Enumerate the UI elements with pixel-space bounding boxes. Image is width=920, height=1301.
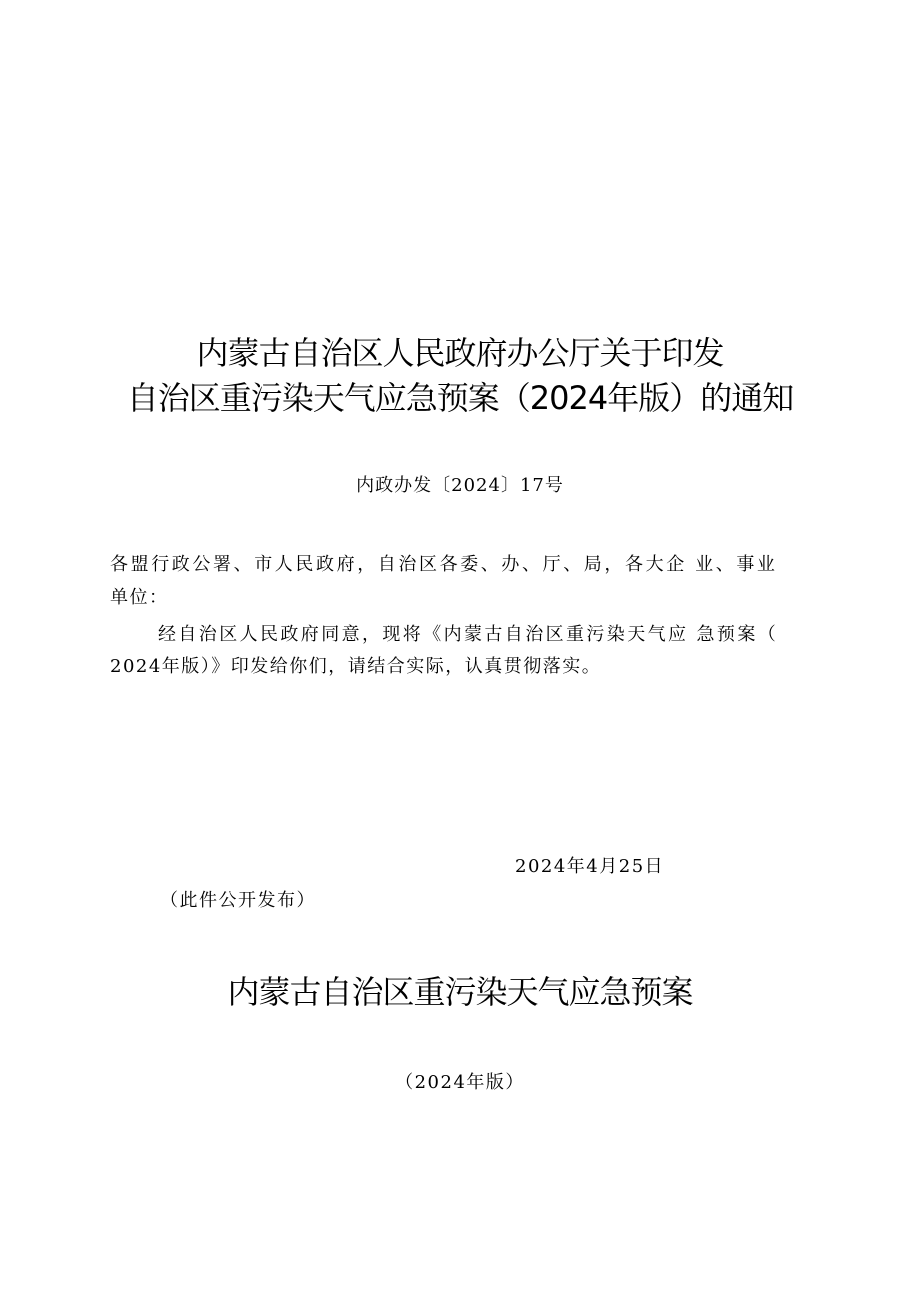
notice-title-line-1: 内蒙古自治区人民政府办公厅关于印发 <box>196 334 724 372</box>
addressee-line-1: 各盟行政公署、市人民政府，自治区各委、办、厅、局，各大企 业、事业 <box>110 554 778 575</box>
document-number: 内政办发〔2024〕17号 <box>356 475 564 496</box>
issue-date: 2024年4月25日 <box>515 856 665 877</box>
plan-title: 内蒙古自治区重污染天气应急预案 <box>227 973 693 1011</box>
body-paragraph-line-2: 2024年版）》印发给你们，请结合实际，认真贯彻落实。 <box>110 656 602 677</box>
addressee-line-2: 单位： <box>110 587 169 608</box>
notice-title-line-2: 自治区重污染天气应急预案（2024年版）的通知 <box>126 379 794 417</box>
plan-edition: （2024年版） <box>395 1072 525 1093</box>
disclosure-note: （此件公开发布） <box>160 890 316 911</box>
body-paragraph-line-1: 经自治区人民政府同意，现将《内蒙古自治区重污染天气应 急预案（ <box>158 624 779 645</box>
